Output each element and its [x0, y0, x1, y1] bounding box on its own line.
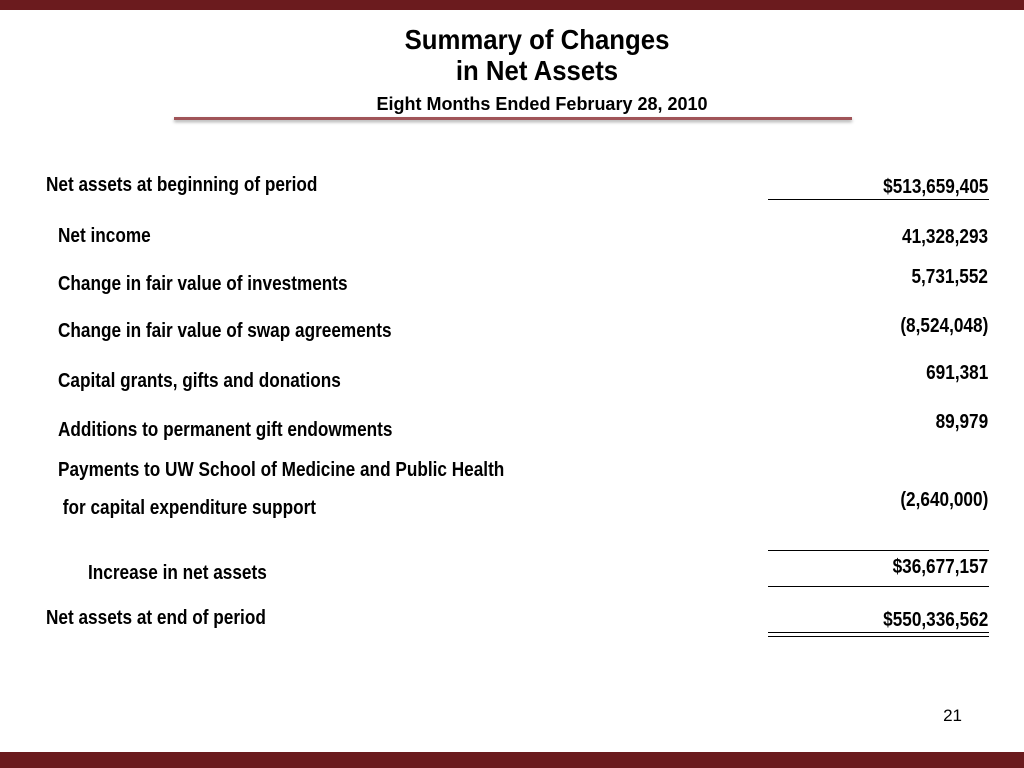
slide-title-line-2: in Net Assets — [455, 55, 619, 86]
capital-grants-label: Capital grants, gifts and donations — [58, 370, 341, 392]
uw-payments-label-line-1: Payments to UW School of Medicine and Public Health — [58, 459, 505, 481]
uw-payments-value: (2,640,000) — [900, 489, 988, 511]
net-income-label: Net income — [58, 225, 151, 247]
slide-title — [43, 24, 1024, 86]
net-income-value: 41,328,293 — [901, 226, 988, 248]
fair-value-swap-label: Change in fair value of swap agreements — [58, 320, 392, 342]
increase-underline — [768, 586, 989, 587]
increase-net-assets-label: Increase in net assets — [88, 562, 267, 584]
beginning-underline — [768, 199, 989, 200]
fair-value-investments-value: 5,731,552 — [911, 266, 988, 288]
slide-title-line-1: Summary of Changes — [404, 24, 670, 55]
bottom-accent-bar — [0, 752, 1024, 768]
page-number: 21 — [943, 706, 962, 725]
slide-subtitle: Eight Months Ended February 28, 2010 — [376, 94, 708, 114]
uw-payments-label-line-2: for capital expenditure support — [58, 497, 317, 519]
beginning-net-assets-value: $513,659,405 — [882, 176, 988, 198]
gift-endowments-value: 89,979 — [935, 411, 988, 433]
title-divider — [174, 117, 852, 120]
beginning-net-assets-label: Net assets at beginning of period — [46, 174, 318, 196]
ending-double-underline-top — [768, 632, 989, 633]
top-accent-bar — [0, 0, 1024, 10]
fair-value-investments-label: Change in fair value of investments — [58, 273, 348, 295]
increase-overline — [768, 550, 989, 551]
increase-net-assets-value: $36,677,157 — [892, 556, 988, 578]
capital-grants-value: 691,381 — [925, 362, 988, 384]
gift-endowments-label: Additions to permanent gift endowments — [58, 419, 393, 441]
ending-net-assets-value: $550,336,562 — [882, 609, 988, 631]
ending-net-assets-label: Net assets at end of period — [46, 607, 266, 629]
fair-value-swap-value: (8,524,048) — [900, 315, 988, 337]
ending-double-underline-bottom — [768, 636, 989, 637]
